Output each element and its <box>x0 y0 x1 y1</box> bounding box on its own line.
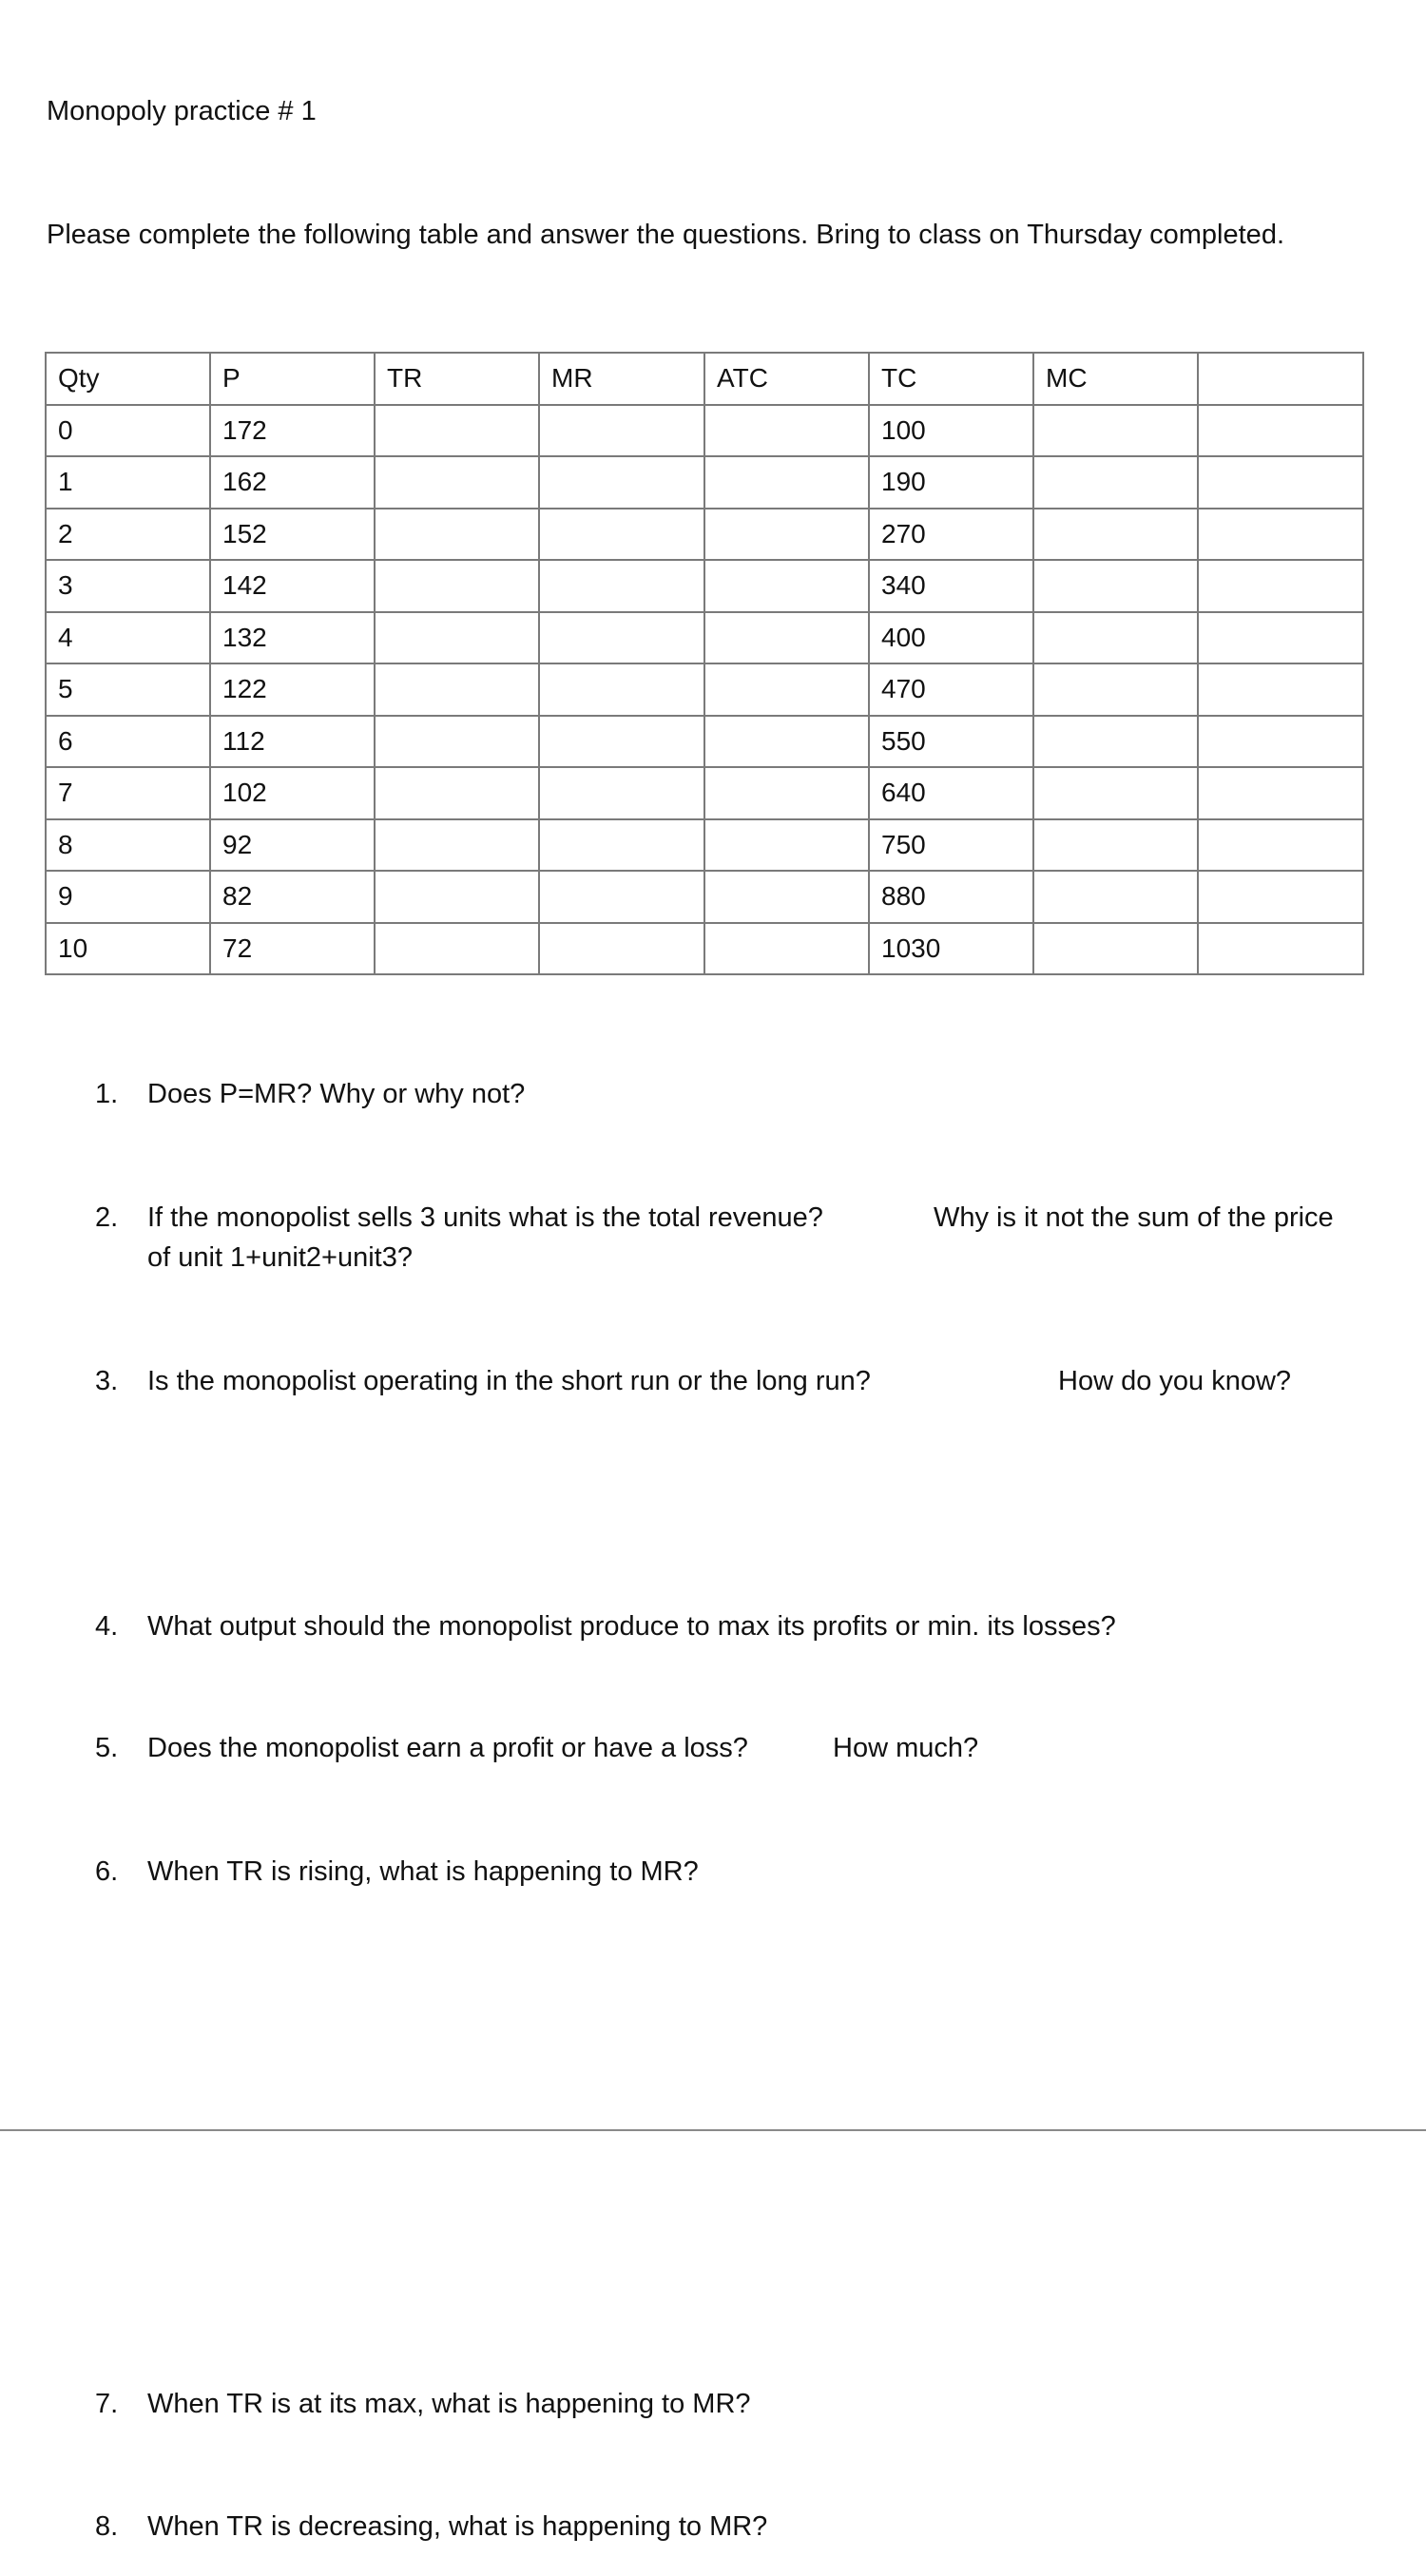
cell-mr <box>539 819 704 872</box>
cell-p: 132 <box>210 612 375 664</box>
cell-blank <box>1198 871 1363 923</box>
cell-p: 102 <box>210 767 375 819</box>
table-row <box>46 923 1363 975</box>
cell-p: 152 <box>210 509 375 561</box>
cell-mr <box>539 767 704 819</box>
cell-qty: 5 <box>46 663 210 716</box>
cell-blank <box>1198 405 1363 457</box>
cell-tr <box>375 871 539 923</box>
cell-mr <box>539 509 704 561</box>
cell-tr <box>375 509 539 561</box>
header-tr: TR <box>375 353 539 405</box>
table-body <box>46 405 1363 975</box>
header-tc: TC <box>869 353 1033 405</box>
cell-p: 72 <box>210 923 375 975</box>
table-row <box>46 716 1363 768</box>
cell-atc <box>704 612 869 664</box>
cell-qty: 3 <box>46 560 210 612</box>
cell-atc <box>704 767 869 819</box>
cell-tc: 100 <box>869 405 1033 457</box>
cell-blank <box>1198 663 1363 716</box>
table-row <box>46 819 1363 872</box>
cell-blank <box>1198 819 1363 872</box>
header-blank <box>1198 353 1363 405</box>
worksheet-table <box>45 352 1364 975</box>
cell-tc: 750 <box>869 819 1033 872</box>
cell-p: 92 <box>210 819 375 872</box>
cell-blank <box>1198 612 1363 664</box>
table-row <box>46 456 1363 509</box>
cell-mc <box>1033 456 1198 509</box>
cell-blank <box>1198 509 1363 561</box>
cell-tr <box>375 560 539 612</box>
question-5-number: 5. <box>95 1733 119 1763</box>
cell-mr <box>539 456 704 509</box>
cell-mr <box>539 716 704 768</box>
table-row <box>46 767 1363 819</box>
question-3-text: Is the monopolist operating in the short run or the long run? <box>147 1366 871 1396</box>
cell-qty: 8 <box>46 819 210 872</box>
cell-atc <box>704 923 869 975</box>
question-5-text: Does the monopolist earn a profit or have a loss? <box>147 1733 748 1763</box>
cell-p: 142 <box>210 560 375 612</box>
cell-tr <box>375 456 539 509</box>
cell-qty: 6 <box>46 716 210 768</box>
cell-p: 162 <box>210 456 375 509</box>
cell-tr <box>375 819 539 872</box>
question-7-number: 7. <box>95 2389 119 2419</box>
header-p: P <box>210 353 375 405</box>
cell-tc: 470 <box>869 663 1033 716</box>
cell-mc <box>1033 509 1198 561</box>
cell-blank <box>1198 560 1363 612</box>
cell-blank <box>1198 716 1363 768</box>
cell-blank <box>1198 456 1363 509</box>
cell-qty: 4 <box>46 612 210 664</box>
cell-mr <box>539 560 704 612</box>
cell-tc: 190 <box>869 456 1033 509</box>
question-2-continuation: of unit 1+unit2+unit3? <box>147 1242 413 1273</box>
cell-qty: 7 <box>46 767 210 819</box>
cell-p: 112 <box>210 716 375 768</box>
page-title: Monopoly practice # 1 <box>47 96 317 126</box>
question-5-aside: How much? <box>833 1733 979 1763</box>
question-2-text: If the monopolist sells 3 units what is the total revenue? <box>147 1202 823 1233</box>
cell-qty: 10 <box>46 923 210 975</box>
cell-tr <box>375 405 539 457</box>
cell-mr <box>539 663 704 716</box>
cell-mc <box>1033 819 1198 872</box>
cell-mc <box>1033 923 1198 975</box>
table-header <box>46 353 1363 405</box>
cell-tc: 340 <box>869 560 1033 612</box>
cell-qty: 2 <box>46 509 210 561</box>
question-6-text: When TR is rising, what is happening to MR? <box>147 1856 699 1887</box>
question-1-number: 1. <box>95 1079 119 1109</box>
cell-mr <box>539 612 704 664</box>
cell-mr <box>539 405 704 457</box>
table-row <box>46 612 1363 664</box>
cell-mc <box>1033 767 1198 819</box>
question-3-number: 3. <box>95 1366 119 1396</box>
cell-tr <box>375 767 539 819</box>
cell-tc: 550 <box>869 716 1033 768</box>
question-3-aside: How do you know? <box>1058 1366 1292 1396</box>
header-row <box>46 353 1363 405</box>
cell-mr <box>539 923 704 975</box>
cell-tc: 880 <box>869 871 1033 923</box>
question-8-text: When TR is decreasing, what is happening to MR? <box>147 2511 768 2542</box>
cell-tr <box>375 663 539 716</box>
cell-p: 82 <box>210 871 375 923</box>
cell-atc <box>704 560 869 612</box>
cell-qty: 1 <box>46 456 210 509</box>
question-1-text: Does P=MR? Why or why not? <box>147 1079 526 1109</box>
question-4-number: 4. <box>95 1611 119 1642</box>
cell-tr <box>375 716 539 768</box>
question-6-number: 6. <box>95 1856 119 1887</box>
header-mc: MC <box>1033 353 1198 405</box>
instructions: Please complete the following table and answer the questions. Bring to class on Thursday completed. <box>47 220 1284 250</box>
cell-qty: 9 <box>46 871 210 923</box>
table-row <box>46 509 1363 561</box>
cell-tr <box>375 612 539 664</box>
cell-qty: 0 <box>46 405 210 457</box>
header-qty: Qty <box>46 353 210 405</box>
cell-mc <box>1033 612 1198 664</box>
cell-p: 122 <box>210 663 375 716</box>
cell-atc <box>704 819 869 872</box>
cell-tr <box>375 923 539 975</box>
page-break-divider <box>0 2129 1426 2131</box>
header-mr: MR <box>539 353 704 405</box>
cell-tc: 1030 <box>869 923 1033 975</box>
cell-blank <box>1198 767 1363 819</box>
question-2-number: 2. <box>95 1202 119 1233</box>
cell-mc <box>1033 560 1198 612</box>
cell-atc <box>704 716 869 768</box>
cell-tc: 400 <box>869 612 1033 664</box>
cell-tc: 270 <box>869 509 1033 561</box>
cell-tc: 640 <box>869 767 1033 819</box>
cell-mc <box>1033 405 1198 457</box>
cell-mr <box>539 871 704 923</box>
cell-atc <box>704 405 869 457</box>
question-4-text: What output should the monopolist produce to max its profits or min. its losses? <box>147 1611 1116 1642</box>
cell-atc <box>704 663 869 716</box>
cell-atc <box>704 456 869 509</box>
cell-blank <box>1198 923 1363 975</box>
cell-p: 172 <box>210 405 375 457</box>
question-7-text: When TR is at its max, what is happening to MR? <box>147 2389 751 2419</box>
cell-mc <box>1033 663 1198 716</box>
cell-mc <box>1033 871 1198 923</box>
cell-atc <box>704 509 869 561</box>
cell-mc <box>1033 716 1198 768</box>
table-row <box>46 405 1363 457</box>
table-row <box>46 663 1363 716</box>
question-8-number: 8. <box>95 2511 119 2542</box>
table-row <box>46 560 1363 612</box>
header-atc: ATC <box>704 353 869 405</box>
question-2-aside: Why is it not the sum of the price <box>934 1202 1334 1233</box>
cell-atc <box>704 871 869 923</box>
table-row <box>46 871 1363 923</box>
